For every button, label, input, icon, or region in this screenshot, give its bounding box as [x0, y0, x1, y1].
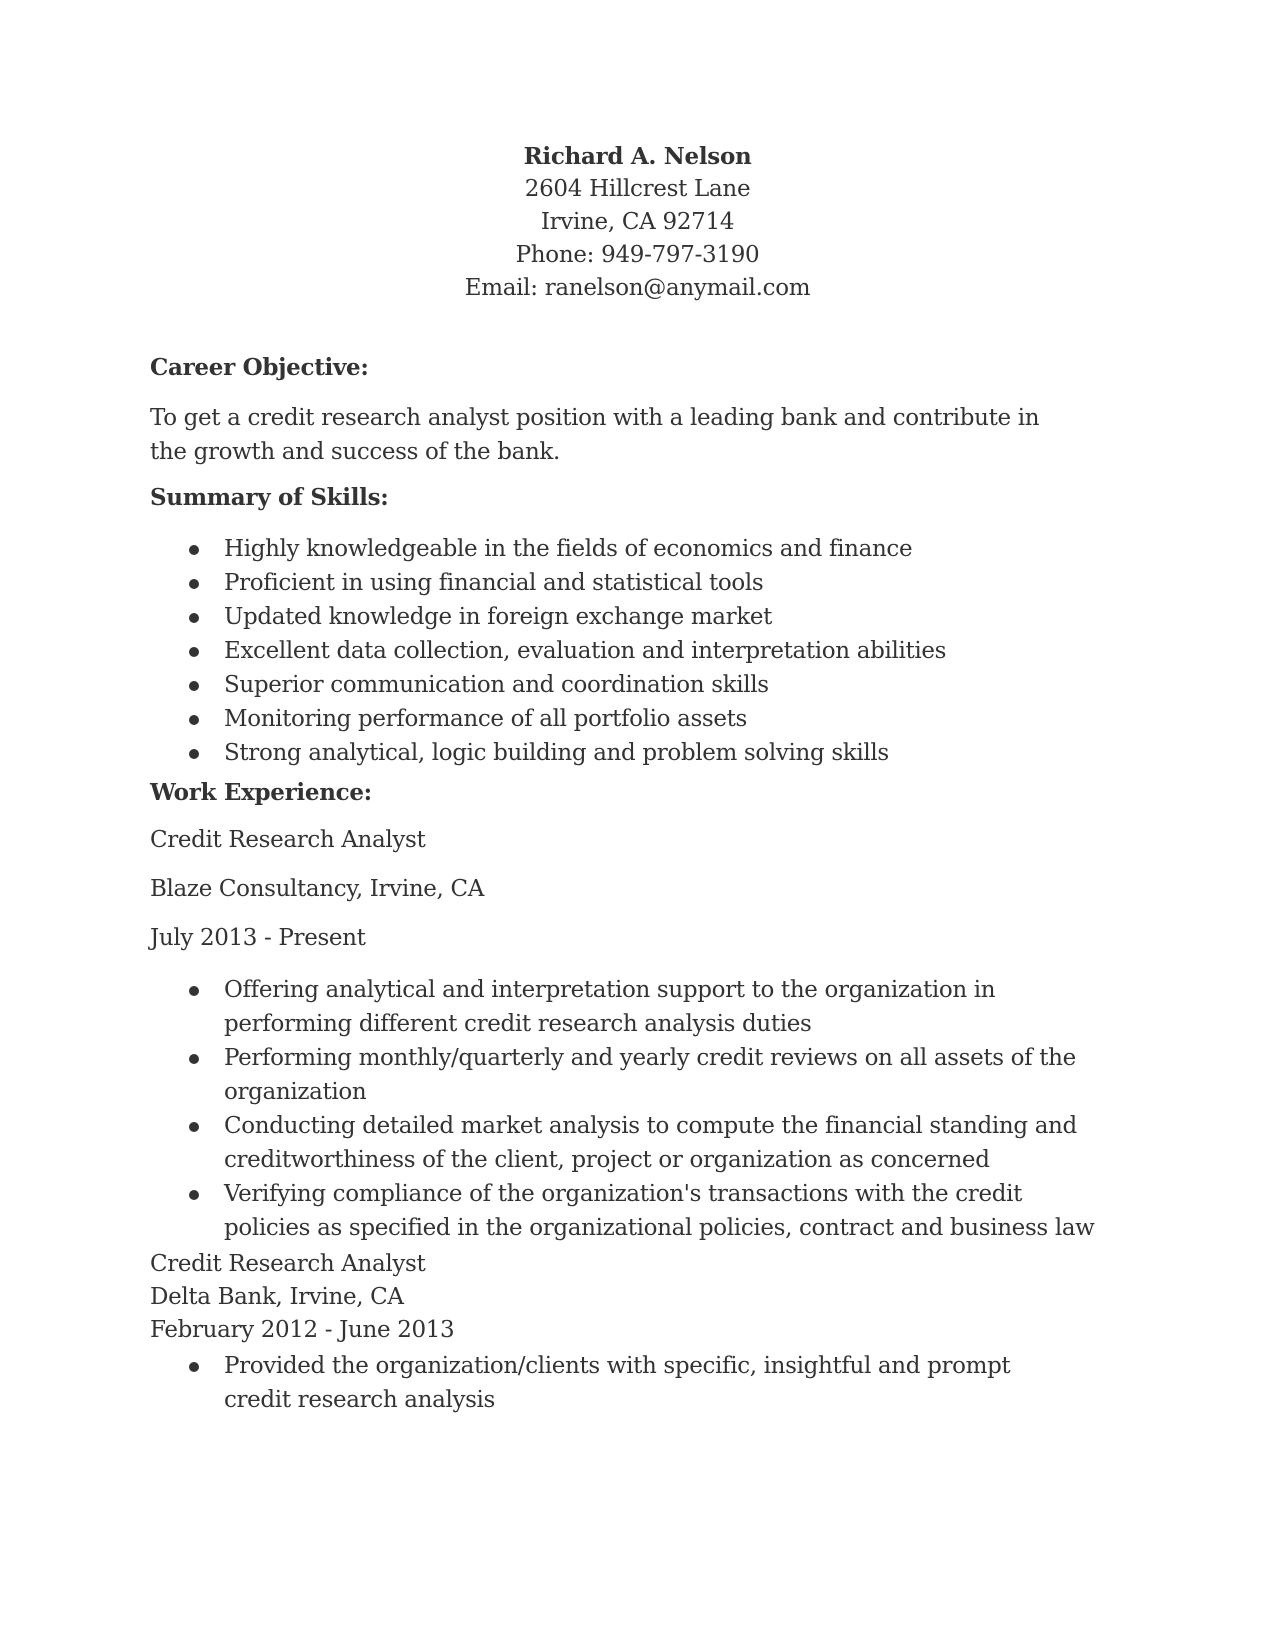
skills-heading: Summary of Skills:	[150, 484, 389, 511]
skill-item: Highly knowledgeable in the fields of economics and finance	[150, 532, 1130, 566]
bullet-icon	[189, 1190, 199, 1200]
duty-item: Provided the organization/clients with specific, insightful and prompt credit research analysis	[150, 1349, 1050, 1417]
skills-list	[150, 532, 1130, 770]
objective-text: To get a credit research analyst position with a leading bank and contribute in the growth and success of the bank.	[150, 405, 1040, 465]
objective-heading: Career Objective:	[150, 354, 369, 381]
skill-item: Superior communication and coordination skills	[150, 668, 1130, 702]
job-2-title: Credit Research Analyst	[150, 1251, 426, 1277]
job-1-dates: July 2013 - Present	[150, 925, 366, 951]
experience-heading: Work Experience:	[150, 779, 372, 806]
address-line-2: Irvine, CA 92714	[540, 209, 735, 235]
email: Email: ranelson@anymail.com	[464, 275, 811, 301]
contact-header	[0, 140, 1275, 305]
job-2-dates: February 2012 - June 2013	[150, 1317, 455, 1343]
bullet-icon	[189, 715, 199, 725]
job-2-duties	[150, 1349, 1050, 1417]
skill-item: Updated knowledge in foreign exchange market	[150, 600, 1130, 634]
address-line-1: 2604 Hillcrest Lane	[524, 176, 751, 202]
bullet-icon	[189, 1054, 199, 1064]
bullet-icon	[189, 681, 199, 691]
bullet-icon	[189, 613, 199, 623]
bullet-icon	[189, 986, 199, 996]
bullet-icon	[189, 1122, 199, 1132]
job-2-company: Delta Bank, Irvine, CA	[150, 1284, 404, 1310]
skill-item: Excellent data collection, evaluation and interpretation abilities	[150, 634, 1130, 668]
bullet-icon	[189, 1362, 199, 1372]
duty-item: Offering analytical and interpretation support to the organization in performing different credit research analysis duties	[150, 973, 1110, 1041]
phone: Phone: 949-797-3190	[515, 242, 760, 268]
bullet-icon	[189, 749, 199, 759]
bullet-icon	[189, 545, 199, 555]
bullet-icon	[189, 647, 199, 657]
job-1-title: Credit Research Analyst	[150, 827, 426, 853]
skill-item: Proficient in using financial and statistical tools	[150, 566, 1130, 600]
skill-item: Monitoring performance of all portfolio assets	[150, 702, 1130, 736]
applicant-name: Richard A. Nelson	[523, 143, 752, 170]
job-1-duties	[150, 973, 1110, 1245]
bullet-icon	[189, 579, 199, 589]
duty-item: Verifying compliance of the organization's transactions with the credit policies as specified in the organizational policies, contract and business law	[150, 1177, 1110, 1245]
job-1-company: Blaze Consultancy, Irvine, CA	[150, 876, 484, 902]
skill-item: Strong analytical, logic building and problem solving skills	[150, 736, 1130, 770]
duty-item: Conducting detailed market analysis to compute the financial standing and creditworthiness of the client, project or organization as concerned	[150, 1109, 1110, 1177]
duty-item: Performing monthly/quarterly and yearly credit reviews on all assets of the organization	[150, 1041, 1110, 1109]
